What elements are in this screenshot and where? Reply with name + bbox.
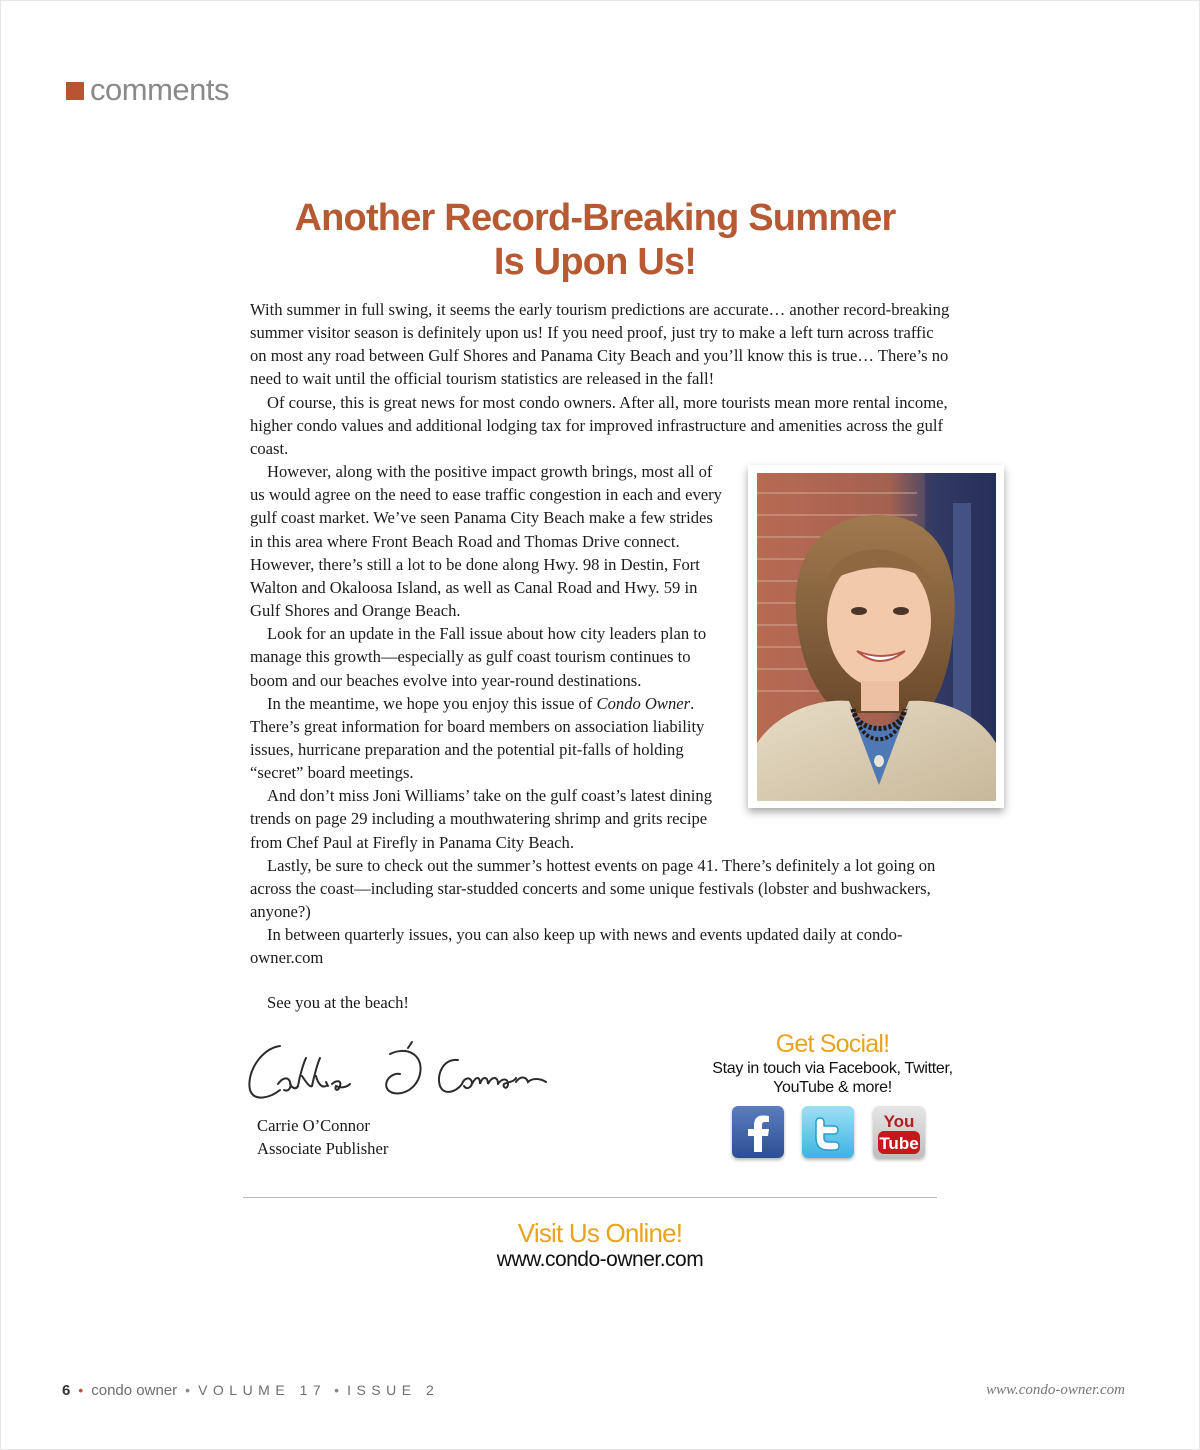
get-social-text-line-2: YouTube & more! [773,1079,892,1096]
section-marker-square [66,82,84,100]
get-social-heading: Get Social! [775,1030,890,1058]
signer-name: Carrie O’Connor [257,1116,370,1135]
closing-line: See you at the beach! [267,993,409,1012]
youtube-icon-you: You [883,1112,915,1131]
youtube-icon[interactable] [873,1106,925,1158]
get-social-text-line-1: Stay in touch via Facebook, Twitter, [712,1060,953,1077]
headline-line-2: Is Upon Us! [493,241,697,283]
magazine-title: Condo Owner [596,693,691,713]
visit-online-url[interactable]: www.condo-owner.com [496,1248,704,1271]
narrow-column [250,460,722,854]
footer-bullet: • [334,1382,340,1398]
footer-issue: ISSUE 2 [347,1382,440,1398]
paragraph-5-end: . There’s great information for board members on association liability issues, hurricane preparation and the potential pit-falls of holding “secret” board meetings. [250,693,705,783]
page-number: 6 [62,1382,71,1399]
handwritten-signature [240,1032,560,1112]
paragraph-3: However, along with the positive impact growth brings, most all of us would agree on the need to ease traffic congestion in each and every gulf coast market. We’ve seen Panama City Beach make a few strides in this area where Front Beach Road and Thomas Drive connect. However, there’s still a lot to be done along Hwy. 98 in Destin, Fort Walton and Okaloosa Island, as well as Canal Road and Hwy. 59 in Gulf Shores and Orange Beach. [250,462,722,621]
paragraph-2: Of course, this is great news for most condo owners. After all, more tourists mean more rental income, higher condo values and additional lodging tax for improved infrastructure and amenities across the gulf coast. [250,392,948,458]
footer-folio [62,1382,439,1399]
get-social-text [690,1059,975,1097]
signer-title: Associate Publisher [257,1139,389,1158]
paragraph-6: And don’t miss Joni Williams’ take on the gulf coast’s latest dining trends on page 29 including a mouthwatering shrimp and grits recipe from Chef Paul at Firefly in Panama City Beach. [250,786,713,852]
paragraph-4: Look for an update in the Fall issue about how city leaders plan to manage this growth—especially as gulf coast tourism continues to boom and our beaches evolve into year-round destinations. [250,624,707,690]
section-label-text: comments [90,72,229,107]
paragraph-1: With summer in full swing, it seems the early tourism predictions are accurate… another record-breaking summer visitor season is definitely upon us! If you need proof, just try to make a left turn across traffic on most any road between Gulf Shores and Panama City Beach and you’ll know this is true… There’s no need to wait until the official tourism statistics are released in the fall! [250,300,950,389]
article-headline [200,196,990,284]
section-divider [243,1197,937,1198]
footer-publication: condo owner [91,1382,178,1399]
section-label [66,72,229,108]
publisher-photo [757,473,996,801]
footer-website[interactable]: www.condo-owner.com [986,1382,1125,1398]
visit-online-heading: Visit Us Online! [517,1218,683,1248]
footer-volume: VOLUME 17 [198,1382,327,1398]
footer-bullet: • [78,1382,84,1398]
twitter-icon[interactable] [802,1106,854,1158]
headline-line-1: Another Record-Breaking Summer [294,197,896,239]
youtube-icon-tube: Tube [879,1134,919,1153]
facebook-icon[interactable] [732,1106,784,1158]
paragraph-7: Lastly, be sure to check out the summer’s hottest events on page 41. There’s definitely a lot going on across the coast—including star-studded concerts and some unique festivals (lobster and bushwackers, anyone?) [250,855,936,922]
footer-bullet: • [185,1382,191,1398]
paragraph-8: In between quarterly issues, you can also keep up with news and events updated daily at condo-owner.com [250,925,903,968]
paragraph-5 [250,692,722,785]
paragraph-5-start: In the meantime, we hope you enjoy this issue of [267,693,597,713]
publisher-photo-frame [748,465,1004,808]
signer-block [257,1114,388,1160]
